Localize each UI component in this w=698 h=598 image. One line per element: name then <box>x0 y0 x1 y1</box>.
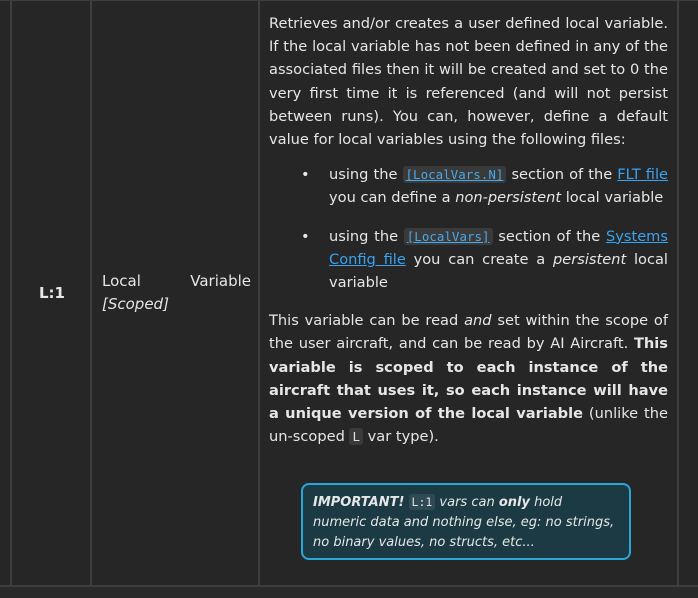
bullet-emphasis: non-persistent <box>455 189 562 207</box>
localvars-link[interactable]: [LocalVars] <box>404 228 493 245</box>
variable-type <box>102 270 251 316</box>
bullet-text: using the <box>329 227 404 245</box>
column-extra <box>679 0 698 598</box>
important-note <box>301 483 631 560</box>
config-file-list <box>269 163 668 294</box>
localvars-n-link[interactable]: [LocalVars.N] <box>403 166 507 183</box>
note-code: L:1 <box>409 494 436 510</box>
para-text: This variable can be read <box>269 312 465 330</box>
note-text: hold numeric data and nothing else, eg: no strings, no binary values, no structs, etc... <box>313 495 615 550</box>
note-text: vars can <box>435 495 499 510</box>
type-word-variable: Variable <box>190 272 251 290</box>
description-intro: Retrieves and/or creates a user defined local variable. If the local variable has not been defined in any of the associated files then it will be created and set to 0 the very first time it is referenced (and will not persist between runs). You can, however, define a default value for local variables using the following files: <box>269 15 668 149</box>
next-row-edge <box>0 587 698 598</box>
note-only: only <box>498 495 530 510</box>
systems-config-file-link[interactable]: Systems Config file <box>329 227 668 268</box>
table-gutter-left <box>0 0 12 598</box>
list-item-systems-config <box>329 225 668 295</box>
variable-key: L:1 <box>39 284 65 302</box>
flt-file-link[interactable]: FLT file <box>617 166 668 184</box>
variable-description <box>269 12 668 448</box>
note-important-label: IMPORTANT! <box>313 495 405 510</box>
para-emphasis: and <box>464 312 492 330</box>
description-scope-paragraph <box>269 309 668 448</box>
type-word-local: Local <box>102 272 141 290</box>
bullet-text: section of the <box>506 166 618 184</box>
list-item-flt <box>329 163 668 209</box>
para-text: (unlike the un-scoped <box>269 405 668 446</box>
para-text: set within the scope of the user aircraft, and can be read by AI Aircraft. <box>269 312 668 353</box>
inline-code: L <box>349 428 363 445</box>
para-bold: This variable is scoped to each instance of the aircraft that uses it, so each instance will have a unique version of the local variable <box>269 335 668 423</box>
bullet-emphasis: persistent <box>553 250 627 268</box>
bullet-text: you can create a <box>405 250 554 268</box>
bullet-text: using the <box>329 166 403 184</box>
bullet-text: local variable <box>329 250 668 292</box>
para-text: var type). <box>363 428 439 446</box>
table-top-border <box>0 0 698 1</box>
bullet-text: you can define a <box>329 189 456 207</box>
bullet-text: section of the <box>492 227 606 245</box>
type-scope: [Scoped] <box>102 295 169 313</box>
bullet-text: local variable <box>561 189 664 207</box>
